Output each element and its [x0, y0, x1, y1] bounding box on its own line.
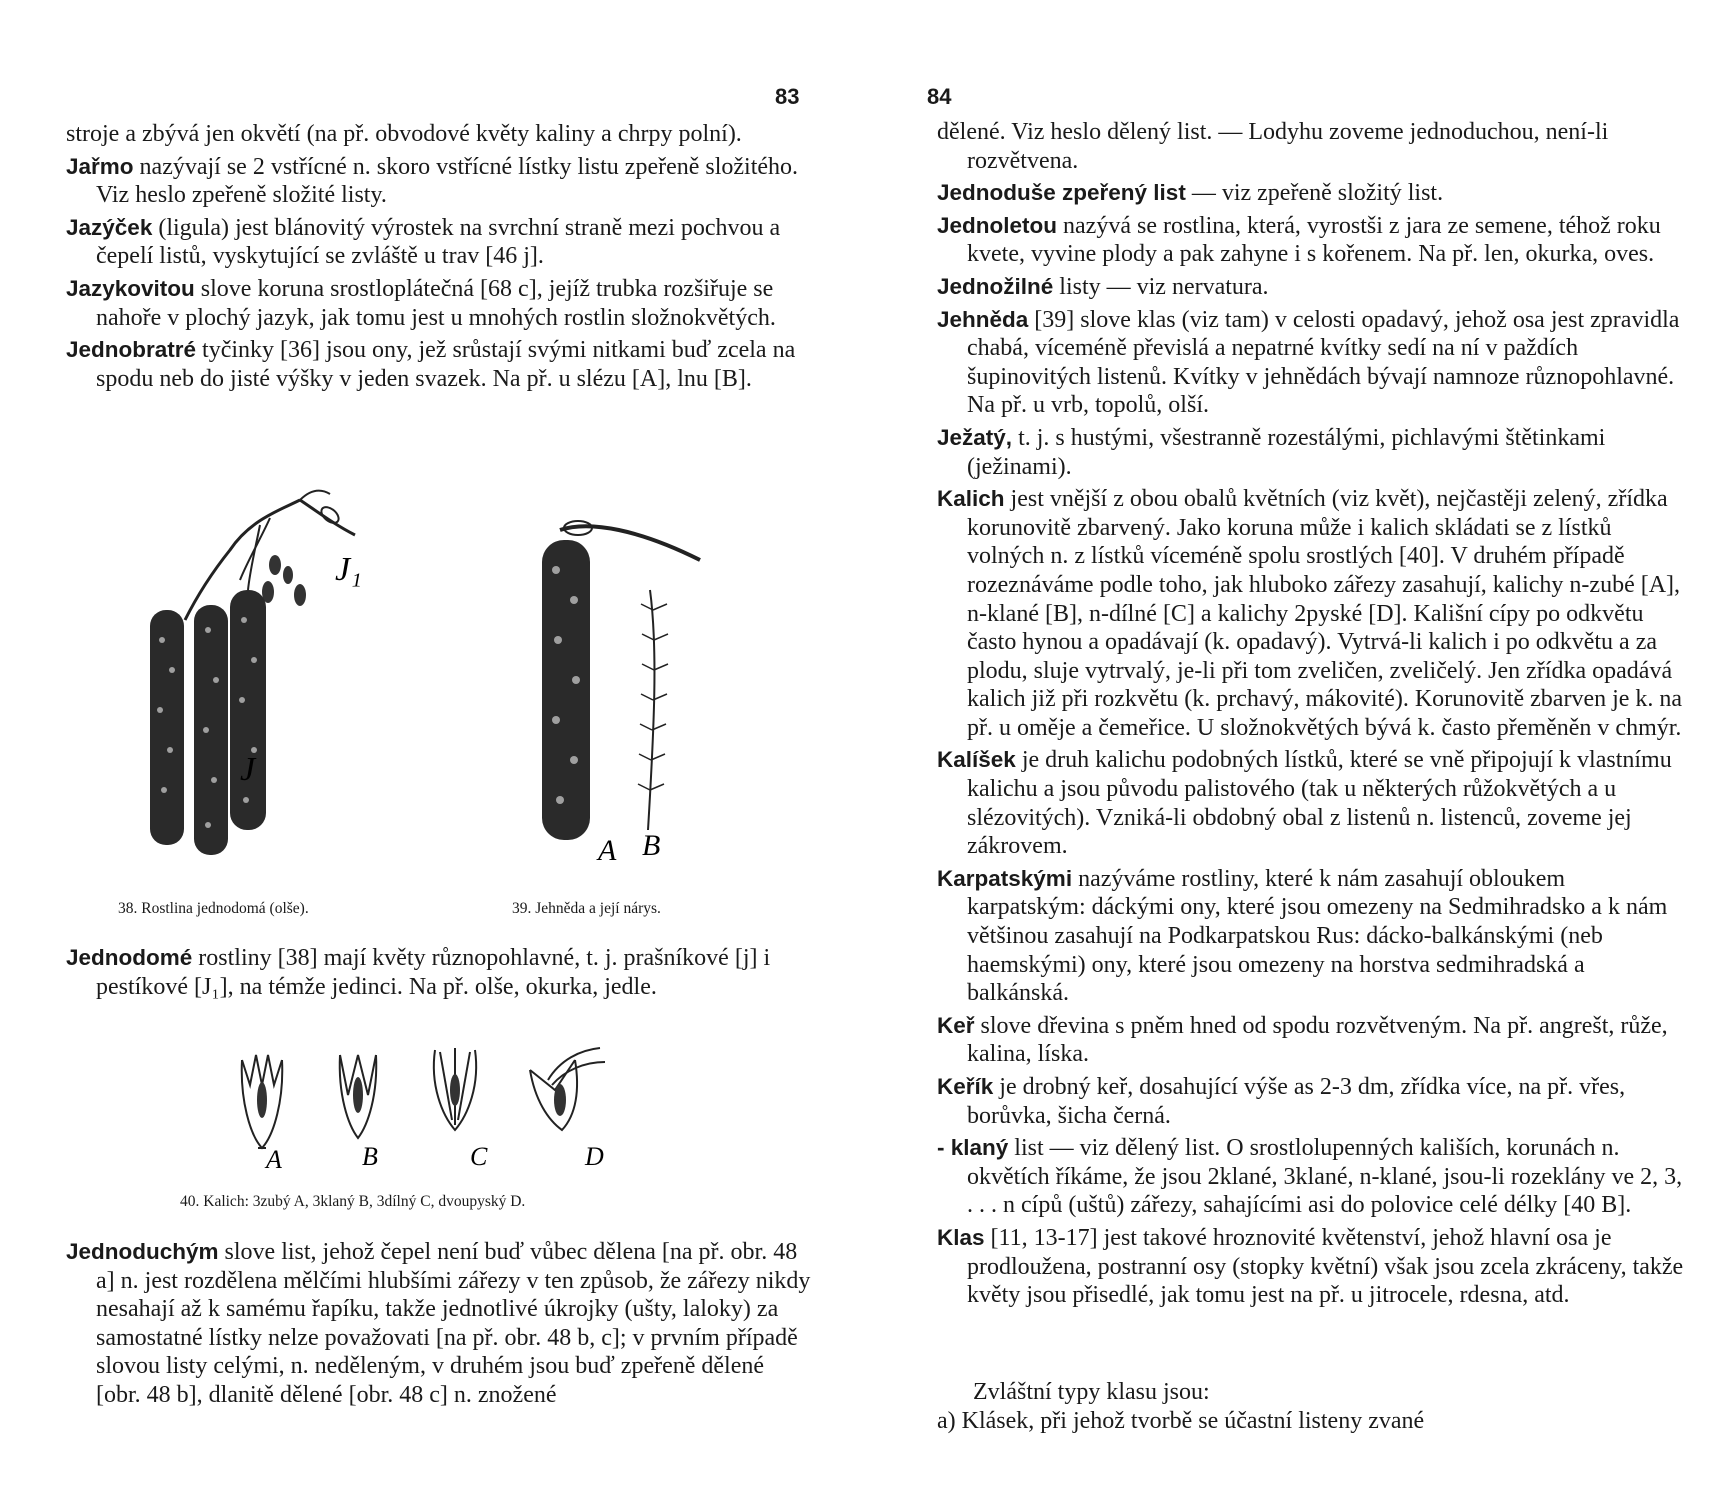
- entry-text: [11, 13-17] jest takové hroznovité květenství, jehož hlavní osa je prodloužena, postranní osy (stopky květní) však jsou zcela zkráceny, takže květy jsou přisedlé, jak tomu jest na př. u jitrocele, rdesna, atd.: [967, 1224, 1684, 1309]
- figure-40-label-c: C: [470, 1142, 488, 1170]
- page-number-right: 84: [927, 84, 952, 109]
- dictionary-entry: [937, 865, 1689, 1008]
- figure-40-calyx-illustration: [230, 1040, 650, 1170]
- entry-text: listy — viz nervatura.: [1059, 273, 1269, 300]
- entry-text: [39] slove klas (viz tam) v celosti opadavý, jehož osa jest zpravidla chabá, víceméně převislá a nepatrné kvítky sedí na ní v paždích šupinovitých listenů. Kvítky v jehnědách bývají namnoze různopohlavné. Na př. u vrb, topolů, olší.: [967, 306, 1680, 419]
- subsection-title: Zvláštní typy klasu jsou:: [973, 1379, 1210, 1405]
- figure-38-alder-illustration: [150, 480, 410, 880]
- dictionary-entry: [937, 1012, 1689, 1069]
- headword: Ježatý,: [937, 424, 1013, 450]
- page-number-left: 83: [775, 84, 800, 109]
- dictionary-entry-jednoduchym: [66, 1238, 813, 1410]
- dictionary-entry-jednodome: [66, 944, 813, 1001]
- headword: Kalich: [937, 486, 1005, 512]
- figure-39-label-b: B: [642, 829, 661, 862]
- right-subsection: [937, 1378, 1689, 1435]
- dictionary-entry: [937, 179, 1689, 208]
- headword: Jařmo: [66, 153, 134, 179]
- headword: Jednoduše zpeřený list: [937, 180, 1186, 206]
- entry-text: nazývá se rostlina, která, vyrostši z jara ze semene, téhož roku kvete, vyvine plody a pak zahyne i s kořenem. Na př. len, okurka, oves.: [967, 212, 1661, 268]
- entry-text: (ligula) jest blánovitý výrostek na svrchní straně mezi pochvou a čepelí listů, vyskytující se zvláště u trav [46 j].: [96, 214, 781, 270]
- dictionary-entry: [937, 118, 1689, 175]
- entry-text: tyčinky [36] jsou ony, jež srůstají svými nitkami buď zcela na spodu neb do jisté výšky v jeden svazek. Na př. u slézu [A], lnu [B].: [96, 337, 796, 392]
- dictionary-entry: [66, 275, 813, 332]
- dictionary-entry: [937, 424, 1689, 481]
- dictionary-entry: [937, 1224, 1689, 1310]
- entry-text: stroje a zbývá jen okvětí (na př. obvodové květy kaliny a chrpy polní).: [66, 121, 742, 147]
- headword: Jehněda: [937, 306, 1029, 332]
- headword: Keř: [937, 1012, 975, 1038]
- subsection-item-a: a) Klásek, při jehož tvorbě se účastní listeny zvané: [937, 1407, 1425, 1434]
- headword: Jednožilné: [937, 273, 1054, 299]
- entry-text: je drobný keř, dosahující výše as 2-3 dm, zřídka více, na př. vřes, borůvka, šicha černá.: [967, 1074, 1626, 1129]
- right-entries: [937, 118, 1689, 1310]
- figure-40-caption: 40. Kalich: 3zubý A, 3klaný B, 3dílný C, dvoupyský D.: [180, 1193, 526, 1210]
- figure-40-label-a: A: [266, 1145, 282, 1170]
- entry-text: slove koruna srostloplátečná [68 c], jejíž trubka rozšiřuje se nahoře v plochý jazyk, jak tomu jest u mnohých rostlin složnokvětých.: [96, 275, 776, 331]
- entry-text: rostliny [38] mají květy různopohlavné, t. j. prašníkové [j] i pestíkové [J₁], na témže jedinci. Na př. olše, okurka, jedle.: [96, 945, 771, 1000]
- left-bottom-entry: [66, 1238, 813, 1410]
- figure-38-label-j1: J₁: [335, 551, 362, 588]
- entry-text: slove dřevina s pněm hned od spodu rozvětveným. Na př. angrešt, růže, kalina, líska.: [967, 1012, 1668, 1068]
- headword: Karpatskými: [937, 865, 1073, 891]
- dictionary-entry: [66, 153, 813, 210]
- dictionary-entry: [937, 1134, 1689, 1220]
- figure-39-label-a: A: [598, 834, 617, 867]
- headword: Jednobratré: [66, 337, 197, 363]
- figure-38-label-j: J: [240, 751, 256, 788]
- headword: - klaný: [937, 1135, 1009, 1161]
- dictionary-entry: [66, 214, 813, 271]
- figure-40-label-d: D: [585, 1142, 604, 1170]
- entry-text: jest vnější z obou obalů květních (viz květ), nejčastěji zelený, zřídka korunovitě zbarvený. Jako koruna může i kalich skládati se z lístků volných n. z lístků víceméně spolu srostlých [40]. V druhém případě rozeznáváme podle toho, jak hluboko zářezy zasahují, kalichy n-zubé [A], n-klané [B], n-dílné [C] a kalichy 2pyské [D]. Kališní cípy po odkvětu často hynou a opadávají (k. opadavý). Vytrvá-li kalich i po odkvětu a za plodu, sluje vytrvalý, je-li při tom zveličen, zveličelý. Jen zřídka opadává kalich již při rozkvětu (k. prchavý, mákovité). Korunovitě zbarven je k. na př. u oměje a čemeřice. U složnokvětých bývá k. často přeměněn v chmýr.: [967, 486, 1683, 741]
- left-middle-entry: [66, 944, 813, 1001]
- entry-text: list — viz dělený list. O srostlolupenných kališích, korunách n. okvětích říkáme, že jsou 2klané, 3klané, n-klané, jsou-li rozeklány ve 2, 3, . . . n cípů (uštů) zářezy, sahajícími asi do polovice celé délky [40 B].: [967, 1135, 1683, 1219]
- headword: Keřík: [937, 1074, 994, 1099]
- headword: Jednoduchým: [66, 1239, 219, 1264]
- entry-text: nazývají se 2 vstřícné n. skoro vstřícné lístky listu zpeřeně složitého. Viz heslo zpeřeně složité listy.: [96, 153, 799, 209]
- entry-text: dělené. Viz heslo dělený list. — Lodyhu zoveme jednoduchou, není-li rozvětvena.: [937, 119, 1609, 174]
- entry-text: nazýváme rostliny, které k nám zasahují obloukem karpatským: dáckými ony, které jsou omezeny na Sedmihradsko a k nám většinou zasahují na Podkarpatskou Rus: dácko-balkánskými (neb haemskými) ony, které jsou omezeny na horstva sedmihradská a balkánská.: [967, 865, 1668, 1007]
- dictionary-entry: [937, 1073, 1689, 1130]
- headword: Kalíšek: [937, 747, 1016, 773]
- headword: Jednodomé: [66, 945, 193, 970]
- headword: Jednoletou: [937, 212, 1058, 238]
- left-top-entries: [66, 120, 813, 393]
- headword: Jazykovitou: [66, 275, 195, 301]
- dictionary-entry: [937, 746, 1689, 860]
- headword: Klas: [937, 1224, 985, 1250]
- dictionary-entry: [937, 212, 1689, 269]
- figure-39-catkin-illustration: [530, 510, 720, 880]
- figure-39-caption: 39. Jehněda a její nárys.: [512, 900, 661, 917]
- entry-text: slove list, jehož čepel není buď vůbec dělena [na př. obr. 48 a] n. jest rozdělena mělčími hlubšími zářezy v ten způsob, že zářezy nikdy nesahají až k samému řapíku, takže jednotlivé úkrojky (ušty, laloky) za samostatné lístky nelze považovati [na př. obr. 48 b, c]; v prvním případě slovou listy celými, n. neděleným, v druhém jsou buď zpeřeně dělené [obr. 48 b], dlanitě dělené [obr. 48 c] n. znožené: [96, 1239, 811, 1408]
- right-page: [867, 0, 1734, 1501]
- entry-text: je druh kalichu podobných lístků, které se vně připojují k vlastnímu kalichu a jsou původu palistového (tak u některých růžokvětých a u slézovitých). Vzniká-li obdobný obal z listenů n. listenců, zoveme jej zákrovem.: [967, 747, 1672, 860]
- figure-40-label-b: B: [362, 1142, 378, 1170]
- figure-38-caption: 38. Rostlina jednodomá (olše).: [118, 900, 309, 917]
- headword: Jazýček: [66, 214, 153, 240]
- dictionary-entry: [937, 485, 1689, 742]
- dictionary-entry: [66, 120, 813, 149]
- entry-text: — viz zpeřeně složitý list.: [1191, 180, 1444, 207]
- dictionary-entry: [937, 273, 1689, 302]
- dictionary-entry: [66, 336, 813, 393]
- entry-text: t. j. s hustými, všestranně rozestálými, pichlavými štětinkami (ježinami).: [967, 424, 1606, 480]
- dictionary-entry: [937, 306, 1689, 420]
